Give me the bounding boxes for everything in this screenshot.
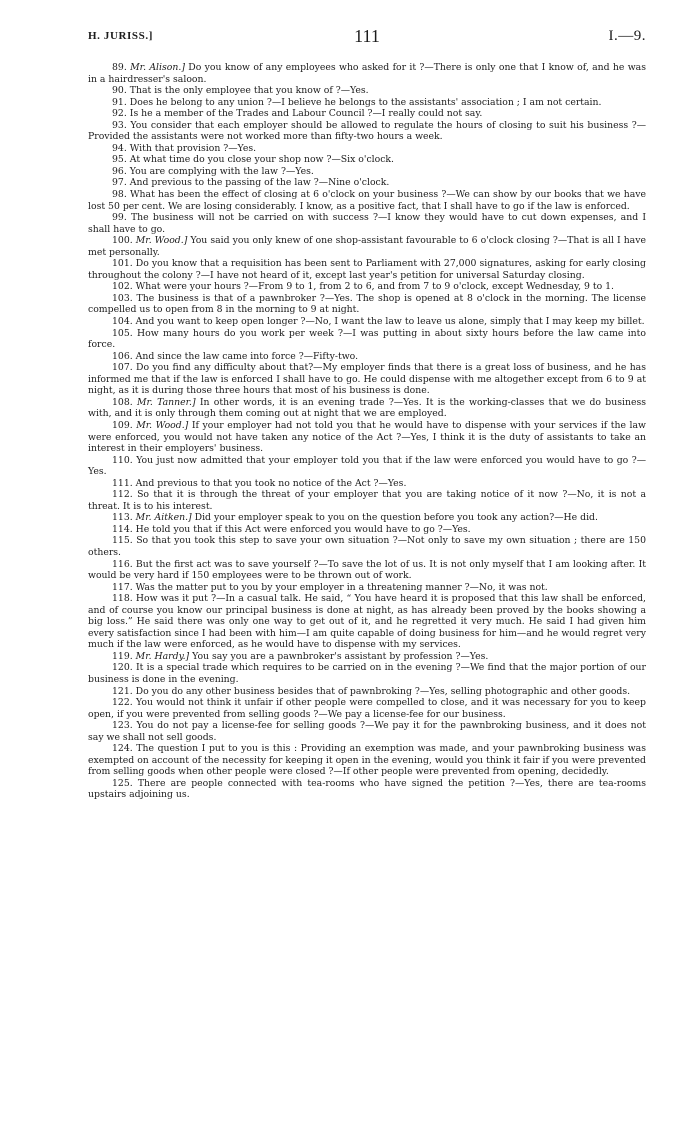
testimony-paragraph [88, 85, 646, 97]
testimony-paragraph [88, 328, 646, 351]
questioner-name: Mr. Tanner.] [136, 396, 196, 408]
question-number: 100. [112, 235, 133, 247]
testimony-paragraph [88, 62, 646, 85]
question-number: 114. [112, 523, 133, 535]
question-and-answer: It is a special trade which requires to be carried on in the evening ?—We find that the major portion of our business is done in the evening. [88, 662, 646, 685]
question-number: 102. [112, 281, 133, 293]
testimony-paragraph [88, 697, 646, 720]
testimony-paragraph [88, 120, 646, 143]
questioner-name: Mr. Aitken.] [135, 512, 192, 524]
question-and-answer: Is he a member of the Trades and Labour Council ?—I really could not say. [129, 108, 483, 120]
question-and-answer: That is the only employee that you know of ?—Yes. [129, 85, 369, 97]
question-and-answer: You do not pay a license-fee for selling goods ?—We pay it for the pawnbroking business, and it does not say we shall not sell goods. [88, 720, 646, 743]
question-and-answer: There are people connected with tea-rooms who have signed the petition ?—Yes, there are tea-rooms upstairs adjoining us. [88, 777, 646, 801]
question-and-answer: Was the matter put to you by your employer in a threatening manner ?—No, it was not. [135, 581, 548, 593]
question-number: 120. [112, 662, 133, 674]
testimony-paragraph [88, 455, 646, 478]
question-number: 96. [112, 165, 127, 177]
question-number: 117. [112, 581, 133, 593]
testimony-paragraph [88, 293, 646, 316]
questioner-name: Mr. Wood.] [135, 235, 188, 247]
question-number: 98. [112, 189, 127, 201]
question-and-answer: Do you know that a requisition has been sent to Parliament with 27,000 signatures, asking for early closing throughout the colony ?—I have not heard of it, except last year's petition for universal Saturday closing. [88, 258, 646, 281]
question-number: 124. [112, 743, 133, 755]
question-and-answer: What has been the effect of closing at 6 o'clock on your business ?—We can show by our books that we have lost 50 per cent. We are losing considerably. I know, as a positive fact, that I shall have to go if the law is enforced. [88, 189, 646, 212]
question-and-answer: The question I put to you is this : Providing an exemption was made, and your pawnbroking business was exempted on account of the necessity for keeping it open in the evening, would you think it fair if you were prevented from selling goods when other people were closed ?—If other people were prevented from opening, decidedly. [88, 743, 646, 778]
evidence-body [88, 62, 646, 801]
question-number: 115. [112, 535, 133, 547]
question-number: 113. [112, 512, 133, 524]
testimony-paragraph [88, 524, 646, 536]
question-number: 122. [112, 697, 133, 709]
testimony-paragraph [88, 535, 646, 558]
question-and-answer: You consider that each employer should be allowed to regulate the hours of closing to suit his business ?—Provided the assistants were not worked more than fifty-two hours a week. [88, 119, 646, 143]
question-number: 103. [112, 292, 133, 304]
question-number: 97. [112, 177, 127, 189]
question-and-answer: What were your hours ?—From 9 to 1, from 2 to 6, and from 7 to 9 o'clock, except Wednesday, 9 to 1. [135, 281, 615, 293]
page-header [88, 28, 646, 62]
question-number: 95. [112, 154, 127, 166]
question-and-answer: In other words, it is an evening trade ?—Yes. It is the working-classes that we do business with, and it is only through them coming out at night that we are employed. [88, 396, 646, 420]
testimony-paragraph [88, 166, 646, 178]
testimony-paragraph [88, 212, 646, 235]
testimony-paragraph [88, 720, 646, 743]
section-label: H. JURISS.] [88, 30, 153, 42]
testimony-paragraph [88, 97, 646, 109]
question-number: 125. [112, 777, 133, 789]
question-number: 104. [112, 316, 133, 328]
question-number: 112. [112, 489, 133, 501]
question-number: 119. [112, 650, 133, 662]
testimony-paragraph [88, 420, 646, 455]
question-number: 105. [112, 327, 133, 339]
testimony-paragraph [88, 108, 646, 120]
testimony-paragraph [88, 351, 646, 363]
question-number: 111. [112, 477, 133, 489]
question-and-answer: And previous to the passing of the law ?—Nine o'clock. [129, 177, 390, 189]
question-number: 121. [112, 685, 133, 697]
page-number: 111 [354, 26, 380, 46]
questioner-name: Mr. Wood.] [136, 419, 189, 431]
testimony-paragraph [88, 743, 646, 778]
testimony-paragraph [88, 258, 646, 281]
testimony-paragraph [88, 177, 646, 189]
question-and-answer: How many hours do you work per week ?—I was putting in about sixty hours before the law came into force. [88, 327, 646, 351]
question-and-answer: The business is that of a pawnbroker ?—Yes. The shop is opened at 8 o'clock in the morning. The license compelled us to open from 8 in the morning to 9 at night. [88, 292, 646, 316]
testimony-paragraph [88, 478, 646, 490]
testimony-paragraph [88, 143, 646, 155]
question-and-answer: So that you took this step to save your own situation ?—Not only to save my own situation ; there are 150 others. [88, 535, 646, 558]
testimony-paragraph [88, 512, 646, 524]
question-and-answer: If your employer had not told you that he would have to dispense with your services if the law were enforced, you would not have taken any notice of the Act ?—Yes, I think it is the duty of assistants to take an interest in their employers' business. [88, 419, 646, 455]
question-and-answer: You said you only knew of one shop-assistant favourable to 6 o'clock closing ?—That is all I have met personally. [88, 235, 646, 258]
question-and-answer: And previous to that you took no notice of the Act ?—Yes. [135, 477, 407, 489]
testimony-paragraph [88, 651, 646, 663]
question-and-answer: So that it is through the threat of your employer that you are taking notice of it now ?—No, it is not a threat. It is to his interest. [88, 489, 647, 512]
question-number: 93. [112, 119, 127, 131]
question-and-answer: And you want to keep open longer ?—No, I want the law to leave us alone, simply that I may keep my billet. [135, 316, 645, 328]
question-and-answer: How was it put ?—In a casual talk. He said, “ You have heard it is proposed that this law shall be enforced, and of course you know our principal business is done at night, as has already been proved by the books showing a big loss.” He said there was only one way to get out of it, and he regretted it very much. He said I had given him every satisfaction since I had been with him—I am quite capable of doing business for him—and he would regret very much if the law were enforced, as he would have to dispense with my services. [88, 593, 646, 651]
testimony-paragraph [88, 189, 646, 212]
question-and-answer: The business will not be carried on with success ?—I know they would have to cut down expenses, and I shall have to go. [88, 212, 646, 235]
question-number: 107. [112, 362, 133, 374]
question-and-answer: You would not think it unfair if other people were compelled to close, and it was necessary for you to keep open, if you were prevented from selling goods ?—We pay a license-fee for our business. [88, 697, 646, 720]
question-number: 99. [112, 212, 127, 224]
question-number: 110. [112, 454, 133, 466]
question-and-answer: You say you are a pawnbroker's assistant by profession ?—Yes. [189, 650, 489, 662]
question-and-answer: He told you that if this Act were enforced you would have to go ?—Yes. [135, 523, 471, 535]
questioner-name: Mr. Alison.] [130, 62, 185, 73]
testimony-paragraph [88, 362, 646, 397]
question-and-answer: And since the law came into force ?—Fifty-two. [135, 350, 359, 362]
question-and-answer: Does he belong to any union ?—I believe he belongs to the assistants' association ; I am not certain. [129, 96, 602, 108]
testimony-paragraph [88, 397, 646, 420]
question-number: 94. [112, 142, 127, 154]
question-and-answer: You are complying with the law ?—Yes. [129, 165, 314, 177]
question-number: 106. [112, 350, 133, 362]
question-number: 116. [112, 558, 133, 570]
question-and-answer: Do you do any other business besides that of pawnbroking ?—Yes, selling photographic and other goods. [135, 685, 631, 697]
question-number: 109. [112, 419, 133, 431]
question-number: 92. [112, 108, 127, 120]
testimony-paragraph [88, 778, 646, 801]
question-and-answer: With that provision ?—Yes. [129, 142, 257, 154]
questioner-name: Mr. Hardy.] [135, 650, 190, 662]
question-number: 118. [112, 593, 133, 605]
testimony-paragraph [88, 316, 646, 328]
question-number: 108. [112, 396, 133, 408]
question-number: 91. [112, 96, 127, 108]
testimony-paragraph [88, 662, 646, 685]
question-number: 123. [112, 720, 133, 732]
testimony-paragraph [88, 686, 646, 698]
testimony-paragraph [88, 154, 646, 166]
testimony-paragraph [88, 281, 646, 293]
testimony-paragraph [88, 593, 646, 651]
testimony-paragraph [88, 489, 646, 512]
question-and-answer: But the first act was to save yourself ?—To save the lot of us. It is not only myself that I am looking after. It would be very hard if 150 employees were to be thrown out of work. [88, 558, 646, 582]
question-number: 90. [112, 85, 127, 97]
question-and-answer: At what time do you close your shop now ?—Six o'clock. [129, 154, 395, 166]
question-and-answer: Do you find any difficulty about that?—My employer finds that there is a great loss of business, and he has informed me that if the law is enforced I shall have to go. He could dispense with me altogether except from 6 to 9 at night, as it is during those three hours that most of his business is done. [88, 362, 646, 397]
testimony-paragraph [88, 559, 646, 582]
question-number: 101. [112, 258, 133, 270]
testimony-paragraph [88, 582, 646, 594]
testimony-paragraph [88, 235, 646, 258]
question-number: 89. [112, 62, 127, 73]
question-and-answer: You just now admitted that your employer told you that if the law were enforced you would have to go ?—Yes. [88, 454, 646, 478]
question-and-answer: Do you know of any employees who asked for it ?—There is only one that I know of, and he was in a hairdresser's saloon. [88, 62, 646, 85]
question-and-answer: Did your employer speak to you on the question before you took any action?—He did. [191, 512, 598, 524]
paper-reference: I.—9. [608, 28, 646, 44]
